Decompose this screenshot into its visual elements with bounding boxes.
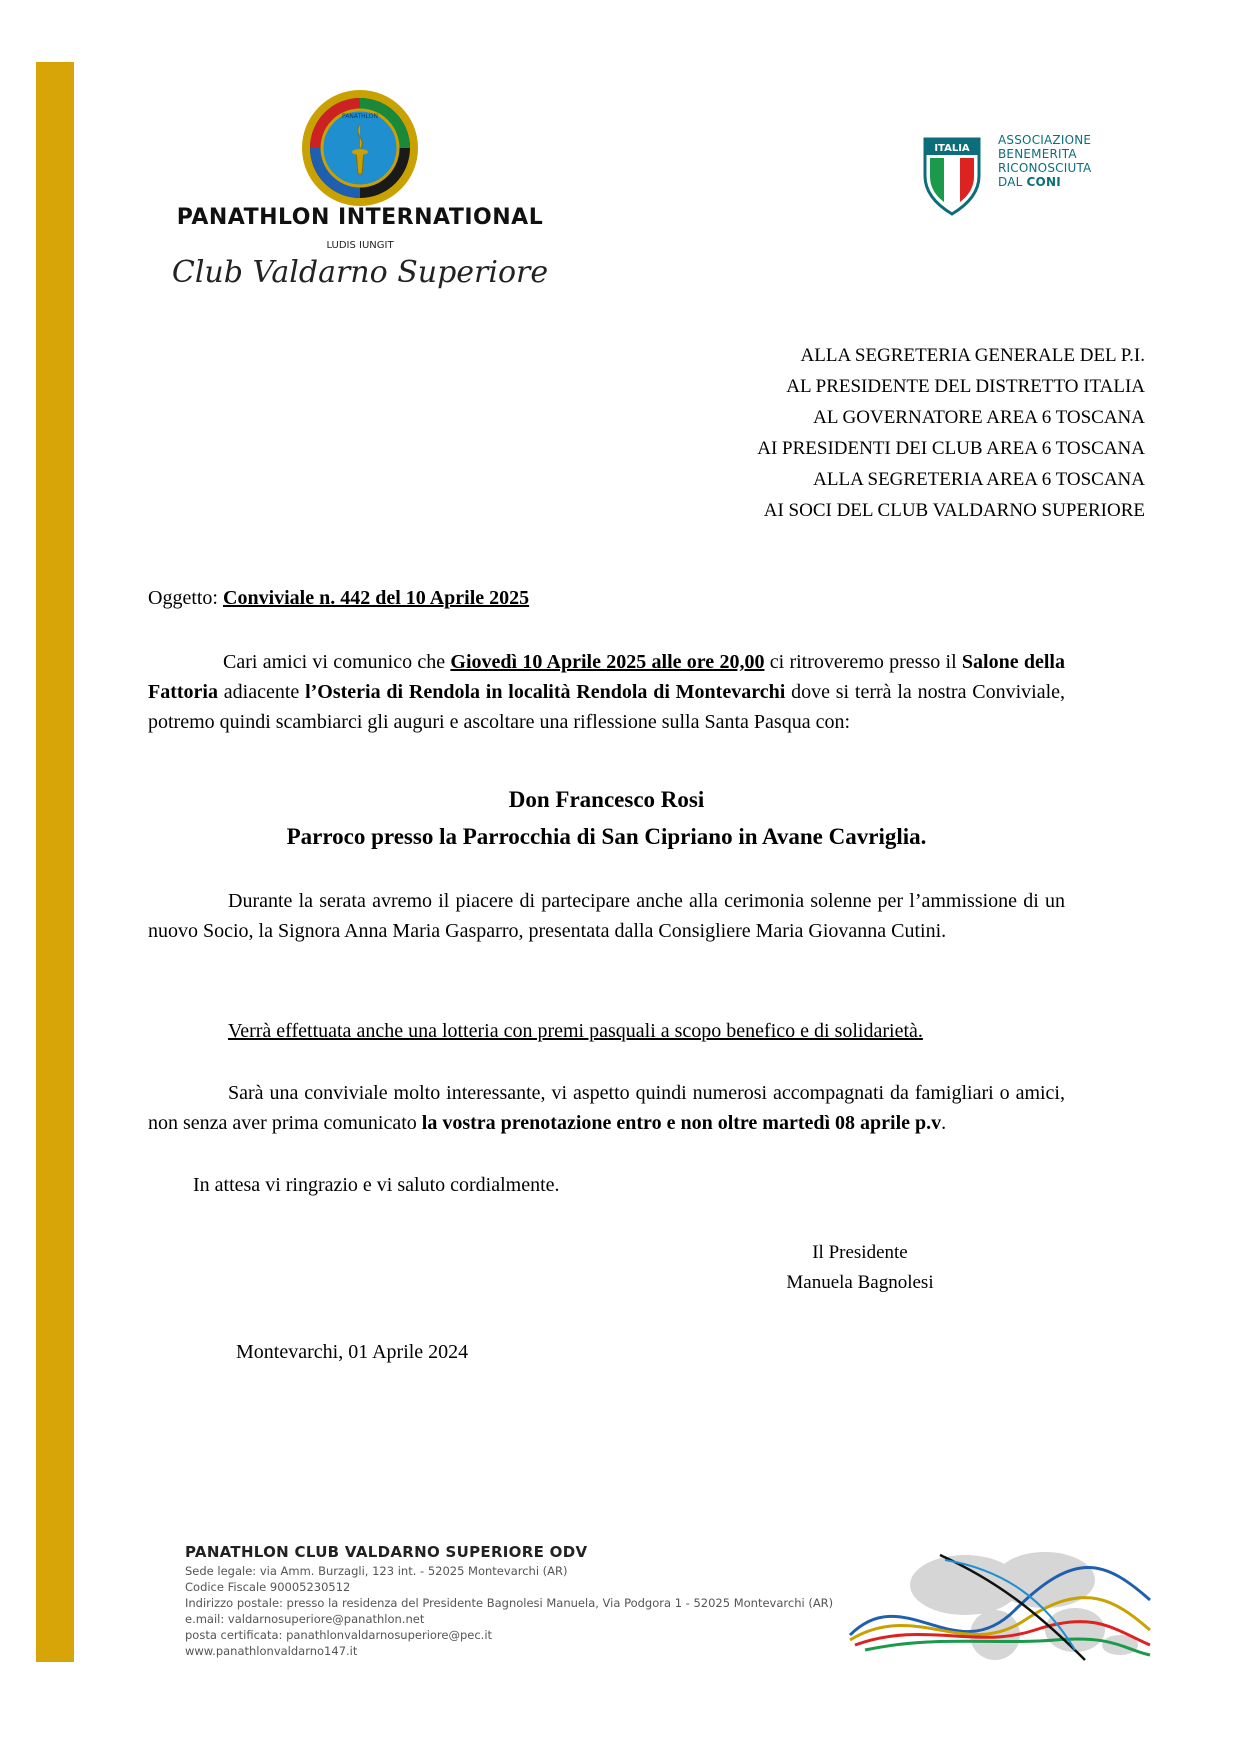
coni-shield-icon xyxy=(922,136,982,216)
svg-text:PANATHLON: PANATHLON xyxy=(342,113,378,120)
speaker-name: Don Francesco Rosi xyxy=(508,787,705,812)
event-venue: Salone della Fattoria xyxy=(148,651,1065,703)
text-run: ci ritroveremo presso il xyxy=(764,651,962,673)
footer-line: Codice Fiscale 90005230512 xyxy=(185,1580,351,1594)
coni-line-2: BENEMERITA xyxy=(998,147,1077,161)
text-run: Cari amici vi comunico che xyxy=(223,651,451,673)
speaker-role: Parroco presso la Parrocchia di San Cipriano in Avane Cavriglia. xyxy=(286,824,927,849)
club-name: Club Valdarno Superiore xyxy=(171,255,549,290)
event-datetime: Giovedì 10 Aprile 2025 alle ore 20,00 xyxy=(450,651,765,673)
footer-line: e.mail: valdarnosuperiore@panathlon.net xyxy=(185,1612,425,1626)
coni-line-4-bold: CONI xyxy=(1026,175,1061,189)
panathlon-logo-icon xyxy=(300,88,420,208)
paragraph-ceremony: Durante la serata avremo il piacere di partecipare anche alla cerimonia solenne per l’ammissione di un nuovo Socio, la Signora Anna Maria Gasparro, presentata dalla Consigliere Maria Giovanna Cutini. xyxy=(148,890,1065,942)
coni-recognition xyxy=(998,133,1091,189)
footer-line: Indirizzo postale: presso la residenza del Presidente Bagnolesi Manuela, Via Podgora 1 - 52025 Montevarchi (AR) xyxy=(185,1596,834,1610)
footer-line: posta certificata: panathlonvaldarnosuperiore@pec.it xyxy=(185,1628,493,1642)
event-place: l’Osteria di Rendola in località Rendola di Montevarchi xyxy=(305,681,786,703)
sidebar-stripe xyxy=(36,62,74,1662)
signature-block xyxy=(740,1238,980,1298)
subject-line xyxy=(148,583,1065,613)
booking-deadline: la vostra prenotazione entro e non oltre martedì 08 aprile p.v xyxy=(421,1112,942,1134)
paragraph-lottery: Verrà effettuata anche una lotteria con premi pasquali a scopo benefico e di solidarietà. xyxy=(228,1020,923,1042)
recipient: AI PRESIDENTI DEI CLUB AREA 6 TOSCANA xyxy=(757,438,1145,459)
brand-motto: LUDIS IUNGIT xyxy=(326,240,394,251)
text-run: dove si terrà la nostra Conviviale, potremo quindi scambiarci gli auguri e ascoltare una riflessione sulla Santa Pasqua con: xyxy=(148,681,1065,733)
coni-line-3: RICONOSCIUTA xyxy=(998,161,1092,175)
brand-name: PANATHLON INTERNATIONAL xyxy=(176,205,544,230)
coni-line-4 xyxy=(998,175,1091,189)
recipient: AL PRESIDENTE DEL DISTRETTO ITALIA xyxy=(786,376,1145,397)
coni-shield-label: ITALIA xyxy=(934,143,970,154)
recipient: ALLA SEGRETERIA GENERALE DEL P.I. xyxy=(800,345,1145,366)
place-date: Montevarchi, 01 Aprile 2024 xyxy=(236,1341,469,1363)
text-run: Sarà una conviviale molto interessante, vi aspetto quindi numerosi accompagnati da famigliari o amici, non senza aver prima comunicato xyxy=(148,1082,1065,1134)
text-run: . xyxy=(941,1112,947,1134)
text-run: adiacente xyxy=(217,681,306,703)
recipients-list xyxy=(757,340,1145,526)
recipient: ALLA SEGRETERIA AREA 6 TOSCANA xyxy=(813,469,1145,490)
coni-line-1: ASSOCIAZIONE xyxy=(998,133,1092,147)
speaker-block xyxy=(148,781,1065,855)
subject-text: Conviviale n. 442 del 10 Aprile 2025 xyxy=(223,587,530,609)
signature-name: Manuela Bagnolesi xyxy=(786,1272,934,1293)
paragraph-booking xyxy=(148,1078,1065,1138)
subject-label: Oggetto: xyxy=(148,587,223,609)
world-map-ribbons-icon xyxy=(845,1540,1155,1675)
paragraph-closing: In attesa vi ringrazio e vi saluto cordialmente. xyxy=(193,1174,560,1196)
coni-line-4-prefix: DAL xyxy=(998,175,1027,189)
recipient: AI SOCI DEL CLUB VALDARNO SUPERIORE xyxy=(763,500,1145,521)
recipient: AL GOVERNATORE AREA 6 TOSCANA xyxy=(813,407,1145,428)
footer-line: Sede legale: via Amm. Burzagli, 123 int. - 52025 Montevarchi (AR) xyxy=(185,1564,568,1578)
footer-info xyxy=(185,1541,833,1659)
signature-title: Il Presidente xyxy=(812,1242,908,1263)
paragraph-invitation xyxy=(148,647,1065,737)
footer-line: www.panathlonvaldarno147.it xyxy=(185,1644,358,1658)
footer-title: PANATHLON CLUB VALDARNO SUPERIORE ODV xyxy=(185,1543,588,1561)
